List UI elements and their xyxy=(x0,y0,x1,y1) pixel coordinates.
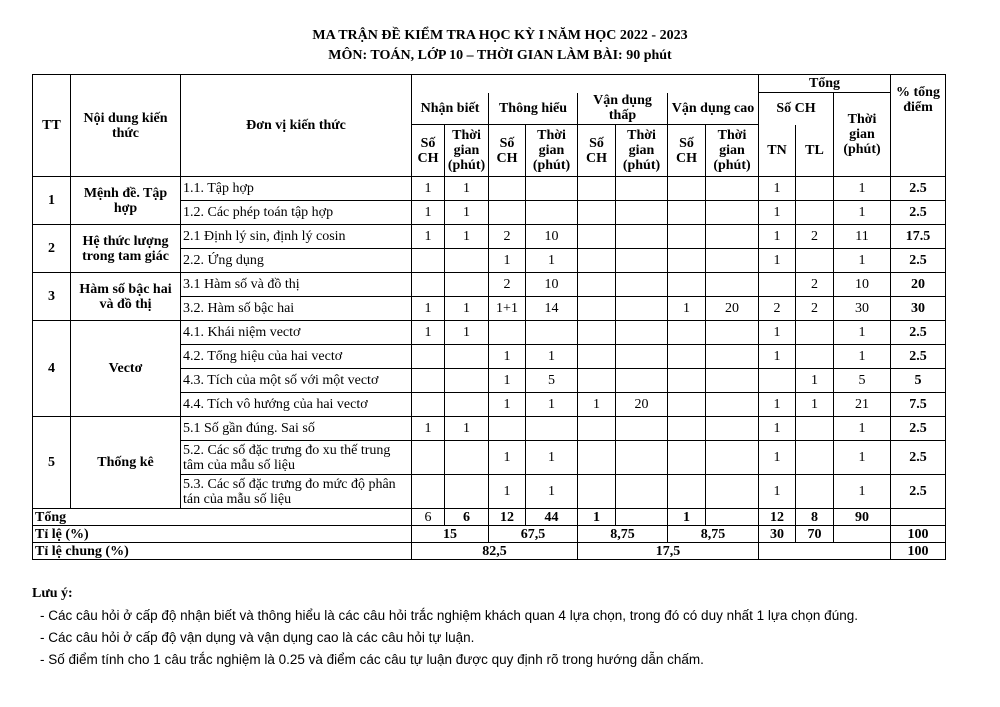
unit-cell: 4.2. Tổng hiệu của hai vectơ xyxy=(181,345,412,369)
value-cell xyxy=(668,417,706,441)
value-cell: 2.5 xyxy=(891,177,946,201)
value-cell xyxy=(616,417,668,441)
value-cell xyxy=(616,249,668,273)
value-cell xyxy=(616,321,668,345)
value-cell xyxy=(706,369,759,393)
value-cell xyxy=(796,177,834,201)
value-cell: 2.5 xyxy=(891,201,946,225)
value-cell xyxy=(445,369,489,393)
unit-cell: 5.3. Các số đặc trưng đo mức độ phân tán của mẫu số liệu xyxy=(181,475,412,509)
header-th-so-ch: Số CH xyxy=(489,125,526,177)
unit-cell: 1.2. Các phép toán tập hợp xyxy=(181,201,412,225)
value-cell: 1+1 xyxy=(489,297,526,321)
unit-cell: 4.3. Tích của một số với một vectơ xyxy=(181,369,412,393)
notes-heading: Lưu ý: xyxy=(32,586,73,601)
value-cell xyxy=(706,475,759,509)
note-item: - Các câu hỏi ở cấp độ vận dụng và vận dụng cao là các câu hỏi tự luận. xyxy=(40,630,475,645)
value-cell: 1 xyxy=(412,201,445,225)
value-cell xyxy=(412,273,445,297)
value-cell xyxy=(412,249,445,273)
value-cell xyxy=(526,417,578,441)
total-row: Tổng 6 6 12 44 1 1 12 8 90 xyxy=(33,509,946,526)
group-number: 1 xyxy=(33,177,71,225)
value-cell: 1 xyxy=(834,321,891,345)
value-cell xyxy=(668,393,706,417)
header-vdt-thoi-gian: Thời gian (phút) xyxy=(616,125,668,177)
value-cell xyxy=(616,369,668,393)
value-cell xyxy=(706,273,759,297)
value-cell xyxy=(578,177,616,201)
value-cell xyxy=(668,177,706,201)
value-cell: 2 xyxy=(796,297,834,321)
value-cell: 1 xyxy=(445,297,489,321)
unit-cell: 2.2. Ứng dụng xyxy=(181,249,412,273)
value-cell: 2.5 xyxy=(891,345,946,369)
value-cell: 1 xyxy=(445,321,489,345)
table-row xyxy=(33,225,946,249)
value-cell: 1 xyxy=(759,345,796,369)
value-cell xyxy=(445,273,489,297)
value-cell xyxy=(796,321,834,345)
header-th-thoi-gian: Thời gian (phút) xyxy=(526,125,578,177)
unit-cell: 4.1. Khái niệm vectơ xyxy=(181,321,412,345)
value-cell: 1 xyxy=(412,177,445,201)
value-cell xyxy=(616,297,668,321)
value-cell: 1 xyxy=(668,297,706,321)
value-cell xyxy=(706,441,759,475)
value-cell: 1 xyxy=(759,249,796,273)
value-cell: 1 xyxy=(759,393,796,417)
value-cell xyxy=(796,475,834,509)
matrix-table xyxy=(32,74,946,560)
value-cell: 1 xyxy=(489,393,526,417)
value-cell: 2 xyxy=(759,297,796,321)
general-ratio-row: Tỉ lệ chung (%) 82,5 17,5 100 xyxy=(33,543,946,560)
value-cell: 2 xyxy=(489,225,526,249)
unit-cell: 5.1 Số gần đúng. Sai số xyxy=(181,417,412,441)
header-van-dung-thap: Vận dụng thấp xyxy=(578,93,668,125)
header-vdc-so-ch: Số CH xyxy=(668,125,706,177)
value-cell: 7.5 xyxy=(891,393,946,417)
value-cell: 2.5 xyxy=(891,249,946,273)
value-cell: 20 xyxy=(891,273,946,297)
value-cell: 5 xyxy=(891,369,946,393)
note-item: - Các câu hỏi ở cấp độ nhận biết và thông hiểu là các câu hỏi trắc nghiệm khách quan 4 lựa chọn, trong đó có duy nhất 1 lựa chọn đúng. xyxy=(40,608,858,623)
value-cell xyxy=(668,225,706,249)
value-cell: 10 xyxy=(526,225,578,249)
value-cell xyxy=(796,345,834,369)
value-cell: 1 xyxy=(445,201,489,225)
value-cell: 1 xyxy=(489,369,526,393)
value-cell xyxy=(706,393,759,417)
value-cell: 1 xyxy=(526,249,578,273)
header-nhan-biet: Nhận biết xyxy=(412,93,489,125)
value-cell xyxy=(706,345,759,369)
value-cell xyxy=(526,321,578,345)
value-cell xyxy=(412,475,445,509)
unit-cell: 4.4. Tích vô hướng của hai vectơ xyxy=(181,393,412,417)
value-cell xyxy=(445,345,489,369)
table-row xyxy=(33,417,946,441)
header-tn: TN xyxy=(759,125,796,177)
value-cell xyxy=(445,475,489,509)
value-cell xyxy=(445,393,489,417)
value-cell xyxy=(489,417,526,441)
value-cell: 1 xyxy=(834,177,891,201)
value-cell xyxy=(759,273,796,297)
value-cell xyxy=(412,393,445,417)
value-cell xyxy=(616,345,668,369)
value-cell xyxy=(578,273,616,297)
value-cell: 1 xyxy=(796,369,834,393)
value-cell xyxy=(706,321,759,345)
unit-cell: 2.1 Định lý sin, định lý cosin xyxy=(181,225,412,249)
value-cell xyxy=(526,201,578,225)
value-cell xyxy=(616,177,668,201)
value-cell xyxy=(578,475,616,509)
value-cell: 1 xyxy=(834,201,891,225)
value-cell: 14 xyxy=(526,297,578,321)
value-cell xyxy=(616,273,668,297)
group-topic: Mệnh đề. Tập hợp xyxy=(71,177,181,225)
value-cell: 1 xyxy=(834,417,891,441)
value-cell: 10 xyxy=(834,273,891,297)
value-cell xyxy=(759,369,796,393)
value-cell: 1 xyxy=(759,225,796,249)
value-cell xyxy=(445,441,489,475)
value-cell: 30 xyxy=(834,297,891,321)
unit-cell: 5.2. Các số đặc trưng đo xu thế trung tâm của mẫu số liệu xyxy=(181,441,412,475)
value-cell xyxy=(706,177,759,201)
value-cell: 1 xyxy=(489,475,526,509)
header-total: Tổng xyxy=(759,75,891,93)
value-cell xyxy=(445,249,489,273)
header-topic: Nội dung kiến thức xyxy=(71,75,181,177)
value-cell xyxy=(578,297,616,321)
value-cell xyxy=(578,369,616,393)
value-cell: 1 xyxy=(526,475,578,509)
value-cell xyxy=(706,417,759,441)
value-cell xyxy=(489,177,526,201)
value-cell: 1 xyxy=(526,393,578,417)
group-number: 5 xyxy=(33,417,71,509)
value-cell: 5 xyxy=(834,369,891,393)
value-cell: 1 xyxy=(759,417,796,441)
value-cell xyxy=(668,345,706,369)
value-cell: 5 xyxy=(526,369,578,393)
group-number: 2 xyxy=(33,225,71,273)
value-cell: 1 xyxy=(526,345,578,369)
value-cell xyxy=(616,441,668,475)
document-subtitle: MÔN: TOÁN, LỚP 10 – THỜI GIAN LÀM BÀI: 90 phút xyxy=(328,48,672,63)
value-cell xyxy=(796,417,834,441)
note-item: - Số điểm tính cho 1 câu trắc nghiệm là 0.25 và điểm các câu tự luận được quy định rõ trong hướng dẫn chấm. xyxy=(40,652,704,667)
value-cell xyxy=(412,345,445,369)
value-cell: 1 xyxy=(759,177,796,201)
value-cell: 1 xyxy=(834,249,891,273)
value-cell xyxy=(796,249,834,273)
value-cell xyxy=(616,475,668,509)
group-topic: Hệ thức lượng trong tam giác xyxy=(71,225,181,273)
group-topic: Thống kê xyxy=(71,417,181,509)
value-cell xyxy=(578,201,616,225)
value-cell xyxy=(668,441,706,475)
header-so-ch: Số CH xyxy=(759,93,834,125)
value-cell: 2 xyxy=(489,273,526,297)
value-cell xyxy=(796,441,834,475)
value-cell: 1 xyxy=(759,441,796,475)
value-cell xyxy=(578,345,616,369)
value-cell: 2.5 xyxy=(891,475,946,509)
header-van-dung-cao: Vận dụng cao xyxy=(668,93,759,125)
value-cell xyxy=(668,475,706,509)
notes xyxy=(32,583,858,671)
header-vdc-thoi-gian: Thời gian (phút) xyxy=(706,125,759,177)
header-vdt-so-ch: Số CH xyxy=(578,125,616,177)
value-cell: 10 xyxy=(526,273,578,297)
header-thoi-gian: Thời gian (phút) xyxy=(834,93,891,177)
value-cell: 17.5 xyxy=(891,225,946,249)
value-cell xyxy=(668,273,706,297)
value-cell: 1 xyxy=(834,345,891,369)
value-cell xyxy=(668,369,706,393)
value-cell: 1 xyxy=(578,393,616,417)
value-cell: 20 xyxy=(706,297,759,321)
value-cell: 11 xyxy=(834,225,891,249)
value-cell: 1 xyxy=(412,225,445,249)
value-cell: 2 xyxy=(796,273,834,297)
value-cell: 1 xyxy=(489,441,526,475)
value-cell: 2.5 xyxy=(891,417,946,441)
value-cell: 2 xyxy=(796,225,834,249)
value-cell xyxy=(616,225,668,249)
value-cell xyxy=(578,417,616,441)
value-cell: 1 xyxy=(834,441,891,475)
value-cell: 1 xyxy=(445,225,489,249)
value-cell xyxy=(489,201,526,225)
value-cell: 1 xyxy=(412,297,445,321)
header-thong-hieu: Thông hiểu xyxy=(489,93,578,125)
group-number: 4 xyxy=(33,321,71,417)
value-cell: 1 xyxy=(489,249,526,273)
value-cell: 1 xyxy=(412,417,445,441)
table-row xyxy=(33,321,946,345)
value-cell xyxy=(668,249,706,273)
header-percent: % tổng điểm xyxy=(891,75,946,125)
header-unit: Đơn vị kiến thức xyxy=(181,75,412,177)
value-cell xyxy=(796,201,834,225)
value-cell xyxy=(616,201,668,225)
value-cell xyxy=(412,369,445,393)
value-cell xyxy=(489,321,526,345)
value-cell: 21 xyxy=(834,393,891,417)
value-cell: 1 xyxy=(759,201,796,225)
value-cell: 1 xyxy=(489,345,526,369)
value-cell: 20 xyxy=(616,393,668,417)
value-cell xyxy=(706,249,759,273)
value-cell xyxy=(578,225,616,249)
value-cell xyxy=(668,201,706,225)
unit-cell: 1.1. Tập hợp xyxy=(181,177,412,201)
group-topic: Vectơ xyxy=(71,321,181,417)
value-cell xyxy=(578,249,616,273)
value-cell: 30 xyxy=(891,297,946,321)
value-cell xyxy=(578,321,616,345)
value-cell xyxy=(706,225,759,249)
group-topic: Hàm số bậc hai và đồ thị xyxy=(71,273,181,321)
ratio-row: Tỉ lệ (%) 15 67,5 8,75 8,75 30 70 100 xyxy=(33,526,946,543)
value-cell xyxy=(578,441,616,475)
table-row xyxy=(33,273,946,297)
unit-cell: 3.2. Hàm số bậc hai xyxy=(181,297,412,321)
header-tl: TL xyxy=(796,125,834,177)
value-cell xyxy=(526,177,578,201)
value-cell: 1 xyxy=(759,321,796,345)
header-tt: TT xyxy=(33,75,71,177)
value-cell: 1 xyxy=(526,441,578,475)
value-cell: 2.5 xyxy=(891,321,946,345)
header-nb-so-ch: Số CH xyxy=(412,125,445,177)
unit-cell: 3.1 Hàm số và đồ thị xyxy=(181,273,412,297)
header-nb-thoi-gian: Thời gian (phút) xyxy=(445,125,489,177)
value-cell xyxy=(668,321,706,345)
value-cell xyxy=(706,201,759,225)
value-cell: 1 xyxy=(759,475,796,509)
value-cell: 1 xyxy=(445,417,489,441)
value-cell: 1 xyxy=(834,475,891,509)
value-cell: 2.5 xyxy=(891,441,946,475)
value-cell: 1 xyxy=(796,393,834,417)
document-title: MA TRẬN ĐỀ KIỂM TRA HỌC KỲ I NĂM HỌC 2022 - 2023 xyxy=(312,28,688,43)
value-cell xyxy=(412,441,445,475)
value-cell: 1 xyxy=(412,321,445,345)
value-cell: 1 xyxy=(445,177,489,201)
table-row xyxy=(33,177,946,201)
group-number: 3 xyxy=(33,273,71,321)
